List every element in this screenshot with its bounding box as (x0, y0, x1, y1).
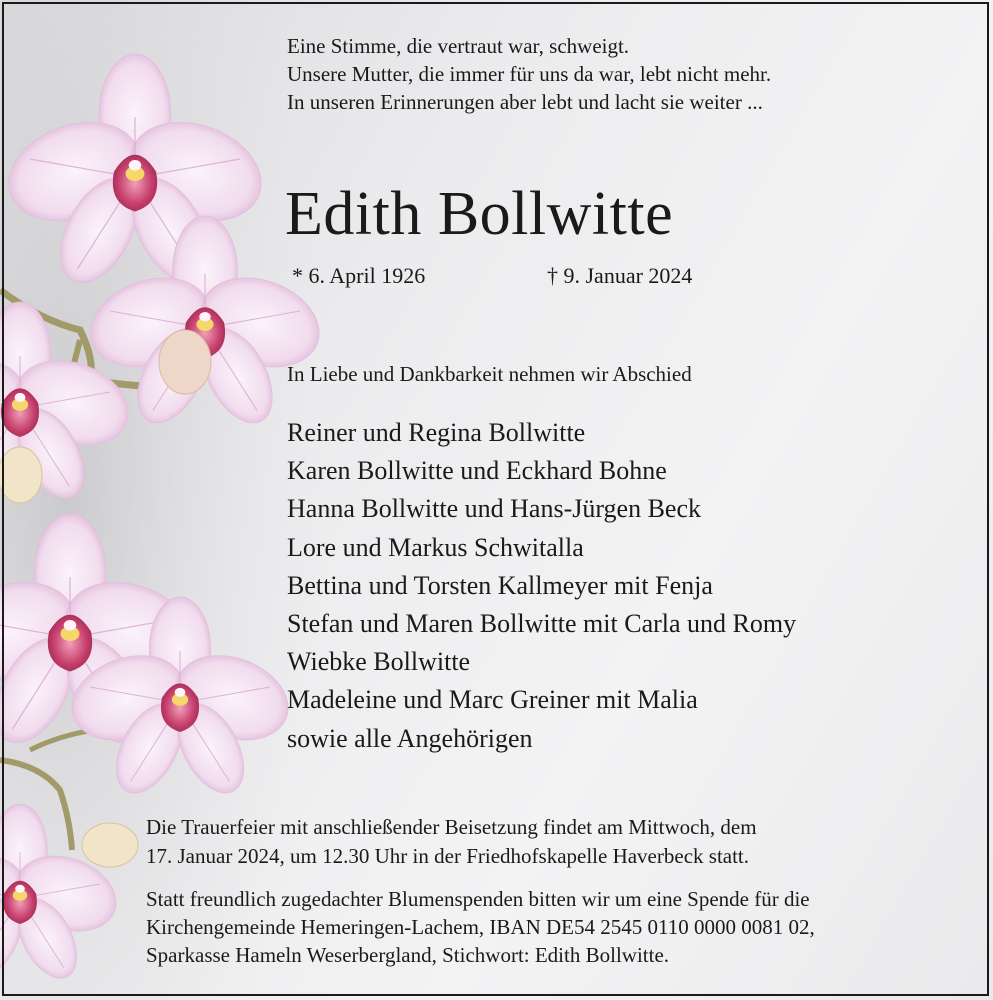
mourner-entry: Reiner und Regina Bollwitte (287, 418, 586, 447)
farewell-intro: In Liebe und Dankbarkeit nehmen wir Abschied (287, 362, 692, 386)
mourner-entry: Stefan und Maren Bollwitte mit Carla und Romy (287, 608, 797, 638)
mourner-entry: Karen Bollwitte und Eckhard Bohne (287, 456, 667, 486)
mourner-entry: Bettina und Torsten Kallmeyer mit Fenja (287, 570, 713, 600)
funeral-info-line: 17. Januar 2024, um 12.30 Uhr in der Friedhofskapelle Haverbeck statt. (146, 844, 750, 868)
mourners-list (287, 414, 796, 758)
funeral-info (146, 813, 757, 871)
poem-line: In unseren Erinnerungen aber lebt und lacht sie weiter ... (287, 90, 763, 114)
mourner-entry: Hanna Bollwitte und Hans-Jürgen Beck (287, 494, 701, 524)
mourner-entry: Lore und Markus Schwitalla (287, 532, 584, 562)
donation-info (146, 885, 815, 969)
deceased-name: Edith Bollwitte (285, 180, 674, 248)
death-date: † 9. Januar 2024 (547, 263, 693, 288)
birth-date: * 6. April 1926 (292, 263, 426, 288)
donation-info-line: Sparkasse Hameln Weserbergland, Stichwort: Edith Bollwitte. (146, 943, 670, 967)
donation-info-line: Kirchengemeinde Hemeringen-Lachem, IBAN DE54 2545 0110 0000 0081 02, (146, 915, 815, 939)
poem-line: Unsere Mutter, die immer für uns da war, lebt nicht mehr. (287, 62, 772, 86)
mourner-entry: Wiebke Bollwitte (287, 647, 471, 677)
mourner-entry: Madeleine und Marc Greiner mit Malia (287, 685, 698, 715)
poem-verse (287, 32, 771, 116)
funeral-info-line: Die Trauerfeier mit anschließender Beisetzung findet am Mittwoch, dem (146, 815, 757, 839)
donation-info-line: Statt freundlich zugedachter Blumenspenden bitten wir um eine Spende für die (146, 887, 810, 911)
mourner-entry: sowie alle Angehörigen (287, 723, 533, 753)
poem-line: Eine Stimme, die vertraut war, schweigt. (287, 34, 630, 58)
